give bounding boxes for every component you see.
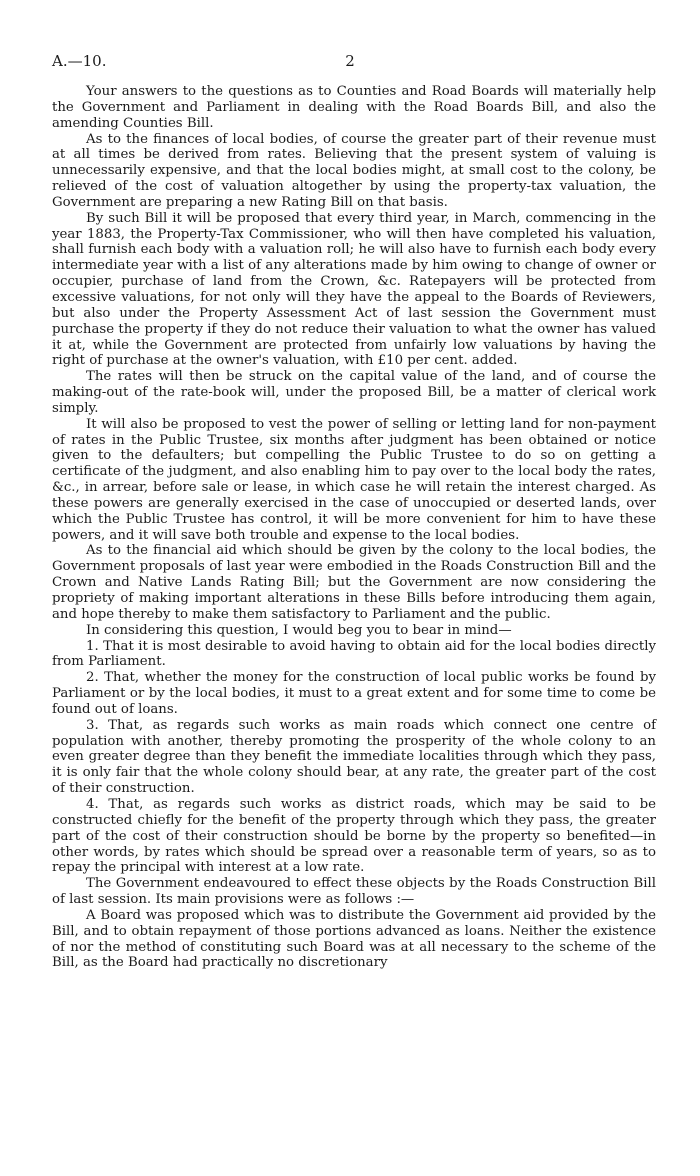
page-number: 2 [345,52,355,70]
paragraph: As to the finances of local bodies, of course the greater part of their revenue must at all times be derived from rates. Believing that the present system of valuing is unnecessarily expensive, and that the local bodies might, at small cost to the colony, be relieved of the cost of valuation altogether by using the property-tax valuation, the Government are preparing a new Rating Bill on that basis. [52,131,656,210]
numbered-point: 3. That, as regards such works as main roads which connect one centre of population with another, thereby promoting the prosperity of the whole colony to an even greater degree than they benefit the immediate localities through which they pass, it is only fair that the whole colony should bear, at any rate, the greater part of the cost of their construction. [52,717,656,797]
document-reference: A.—10. [52,52,107,70]
numbered-point: 1. That it is most desirable to avoid having to obtain aid for the local bodies directly from Parliament. [52,638,656,670]
numbered-point: 2. That, whether the money for the construction of local public works be found by Parliament or by the local bodies, it must to a great extent and for some time to come be found out of loans. [52,670,656,717]
paragraph: The rates will then be struck on the capital value of the land, and of course the making-out of the rate-book will, under the proposed Bill, be a matter of clerical work simply. [52,369,656,416]
paragraph: As to the financial aid which should be given by the colony to the local bodies, the Government proposals of last year were embodied in the Roads Construction Bill and the Crown and Native Lands Rating Bill; but the Government are now considering the propriety of making important alterations in these Bills before introducing them again, and hope thereby to make them satisfactory to Parliament and the public. [52,543,656,622]
paragraph: By such Bill it will be proposed that every third year, in March, commencing in the year 1883, the Property-Tax Commissioner, who will then have completed his valuation, shall furnish each body with a valuation roll; he will also have to furnish each body every intermediate year with a list of any alterations made by him owing to change of owner or occupier, purchase of land from the Crown, &c. Ratepayers will be protected from excessive valuations, for not only will they have the appeal to the Boards of Reviewers, but also under the Property Assessment Act of last session the Government must purchase the property if they do not reduce their valuation to what the owner has valued it at, while the Government are protected from unfairly low valuations by having the right of purchase at the owner's valuation, with £10 per cent. added. [52,210,656,369]
paragraph: The Government endeavoured to effect these objects by the Roads Construction Bill of last session. Its main provisions were as follows :— [52,876,656,908]
paragraph: A Board was proposed which was to distribute the Government aid provided by the Bill, and to obtain repayment of those portions advanced as loans. Neither the existence of nor the method of constituting such Board was at all necessary to the scheme of the Bill, as the Board had practically no discretionary [52,907,656,971]
numbered-point: 4. That, as regards such works as district roads, which may be said to be constructed chiefly for the benefit of the property through which they pass, the greater part of the cost of their construction should be borne by the property so benefited—in other words, by rates which should be spread over a reasonable term of years, so as to repay the principal with interest at a low rate. [52,796,656,876]
paragraph: It will also be proposed to vest the power of selling or letting land for non-payment of rates in the Public Trustee, six months after judgment has been obtained or notice given to the defaulters; but compelling the Public Trustee to do so on getting a certificate of the judgment, and also enabling him to pay over to the local body the rates, &c., in arrear, before sale or lease, in which case he will retain the interest charged. As these powers are generally exercised in the case of unoccupied or deserted lands, over which the Public Trustee has control, it will be more convenient for him to have these powers, and it will save both trouble and expense to the local bodies. [52,416,656,543]
paragraph: In considering this question, I would beg you to bear in mind— [86,622,512,638]
page-header [52,52,648,72]
document-body [52,84,656,971]
paragraph: Your answers to the questions as to Counties and Road Boards will materially help the Government and Parliament in dealing with the Road Boards Bill, and also the amending Counties Bill. [52,84,656,131]
